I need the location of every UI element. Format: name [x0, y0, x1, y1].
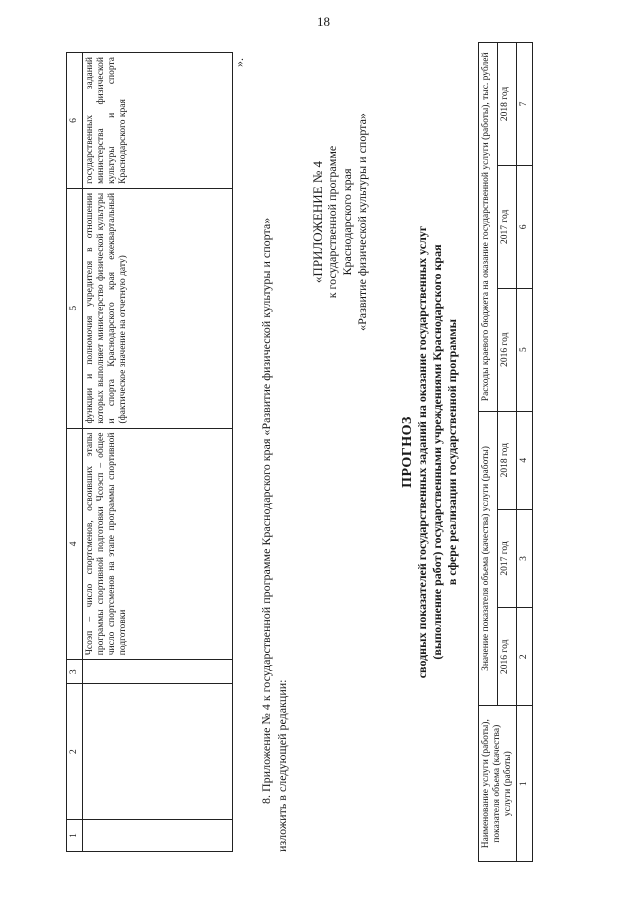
header-cell: 2	[67, 684, 83, 820]
number-cell: 3	[517, 509, 533, 607]
appendix-title: «ПРИЛОЖЕНИЕ № 4	[310, 160, 325, 284]
table-header-row	[67, 53, 83, 852]
appendix-heading	[310, 52, 370, 392]
year-cell: 2017 год	[498, 165, 517, 288]
continued-table	[66, 52, 233, 852]
header-cell: 5	[67, 188, 83, 428]
number-cell: 5	[517, 288, 533, 411]
header-cell: 1	[67, 820, 83, 852]
closing-quote: ».	[232, 58, 246, 67]
header-cell: 6	[67, 53, 83, 189]
appendix-line: Краснодарского края	[340, 168, 354, 276]
number-cell: 4	[517, 411, 533, 509]
title-main: ПРОГНОЗ	[400, 416, 415, 488]
title-line: в сфере реализации государственной программы	[445, 318, 459, 586]
year-cell: 2017 год	[498, 509, 517, 607]
number-cell: 1	[517, 706, 533, 862]
appendix-line: к государственной программе	[325, 145, 339, 299]
paragraph-line: изложить в следующей редакции:	[275, 679, 289, 852]
number-cell: 2	[517, 608, 533, 706]
table-row	[517, 43, 533, 862]
table-cell: функции и полномочия учредителя в отношении которых выполняет министерство физической культуры и спорта Краснодарского края ежеквартальный (фактическое значение на отчетную дату)	[83, 188, 233, 428]
forecast-table	[478, 42, 533, 862]
rotated-landscape-content	[60, 42, 580, 862]
year-cell: 2016 год	[498, 288, 517, 411]
paragraph-line: 8. Приложение № 4 к государственной программе Краснодарского края «Развитие физической культуры и спорта»	[259, 217, 273, 804]
paragraph-8	[258, 52, 290, 852]
page-number: 18	[317, 14, 330, 29]
table-cell: Чсоэп – число спортсменов, освоивших этапы программы спортивной подготовки Чсоэсп – общее число спортсменов на этапе программы спортивной подготовки	[83, 428, 233, 660]
document-title	[400, 42, 460, 862]
header-cell: 3	[67, 660, 83, 684]
year-cell: 2016 год	[498, 608, 517, 706]
table-row	[83, 53, 233, 852]
header-cell: Наименование услуги (работы), показателя объема (качества) услуги (работы)	[479, 706, 517, 862]
title-line: сводных показателей государственных заданий на оказание государственных услуг	[415, 225, 429, 679]
header-cell: 4	[67, 428, 83, 660]
number-cell: 6	[517, 165, 533, 288]
appendix-line: «Развитие физической культуры и спорта»	[355, 113, 369, 331]
number-cell: 7	[517, 43, 533, 166]
year-cell: 2018 год	[498, 411, 517, 509]
table-cell	[83, 820, 233, 852]
title-line: (выполнение работ) государственными учреждениями Краснодарского края	[430, 244, 444, 660]
table-cell	[83, 684, 233, 820]
table-header-row	[479, 43, 498, 862]
table-cell: государственных заданий министерства физической культуры и спорта Краснодарского края	[83, 53, 233, 189]
header-cell: Значение показателя объема (качества) услуги (работы)	[479, 411, 498, 706]
table-cell	[83, 660, 233, 684]
year-cell: 2018 год	[498, 43, 517, 166]
header-cell: Расходы краевого бюджета на оказание государственной услуги (работы), тыс. рублей	[479, 43, 498, 412]
